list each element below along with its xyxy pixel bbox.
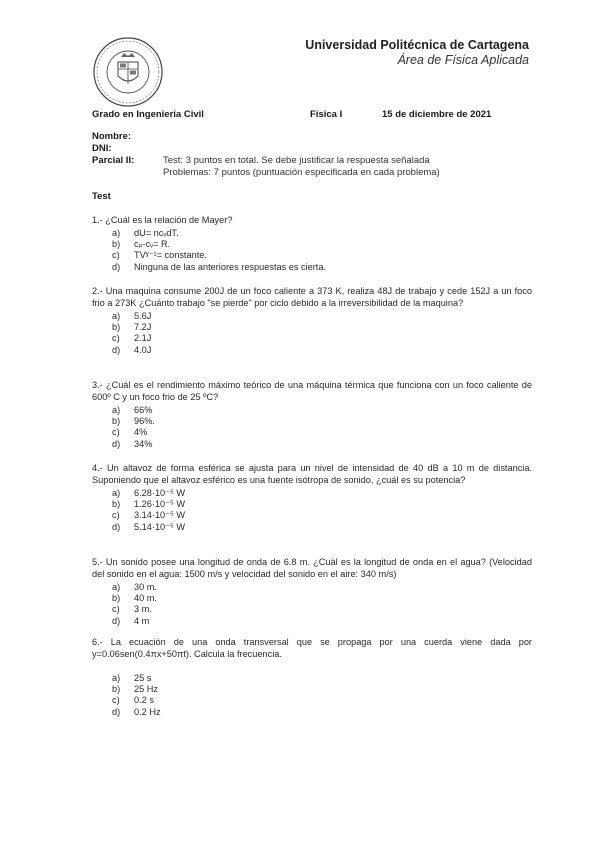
option-list (112, 582, 532, 627)
option-text: 1.26·10⁻⁵ W (134, 499, 186, 510)
option-text: 4.0J (134, 344, 152, 355)
option-letter: a) (112, 582, 121, 592)
option-letter: d) (112, 521, 121, 532)
option-letter: d) (112, 615, 121, 626)
option-letter: b) (112, 593, 121, 604)
university-header (305, 38, 529, 67)
question-6 (92, 636, 532, 718)
option-item (112, 707, 532, 718)
option-letter: b) (112, 499, 121, 510)
option-letter: c) (112, 510, 120, 521)
parcial-test-points: Test: 3 puntos en total. Se debe justificar la respuesta señalada (163, 155, 430, 166)
option-letter: b) (112, 416, 121, 427)
option-letter: d) (112, 261, 121, 272)
option-item (112, 228, 532, 239)
option-text: TVˠ⁻¹= constante. (134, 250, 207, 261)
option-item (112, 593, 532, 604)
option-text: 40 m. (134, 593, 157, 604)
question-1 (92, 214, 532, 273)
option-text: 96%. (134, 416, 155, 427)
option-item (112, 345, 532, 356)
option-item (112, 673, 532, 684)
option-text: 34% (134, 438, 153, 449)
option-list (112, 673, 532, 718)
option-letter: b) (112, 322, 121, 333)
option-item (112, 439, 532, 450)
department-area: Área de Física Aplicada (397, 53, 529, 67)
option-item (112, 405, 532, 416)
question-text: 2.- Una maquina consume 200J de un foco caliente a 373 K, realiza 48J de trabajo y cede 152J a un foco frio a 273K ¿Cuánto trabajo "se pierde" por ciclo debido a la irreversibilidad de la maquina? (92, 286, 532, 308)
option-letter: d) (112, 438, 121, 449)
subject-name: Física I (310, 109, 343, 120)
option-letter: d) (112, 706, 121, 717)
option-item (112, 695, 532, 706)
option-letter: c) (112, 250, 120, 261)
option-item (112, 262, 532, 273)
parcial-label: Parcial II: (92, 155, 135, 166)
option-list (112, 311, 532, 356)
option-letter: c) (112, 695, 120, 706)
name-label: Nombre: (92, 131, 132, 142)
question-4 (92, 462, 532, 533)
question-text: 3.- ¿Cuál es el rendimiento máximo teórico de una máquina térmica que funciona con un foco caliente de 600º C y un foco frio de 25 ºC? (92, 380, 532, 402)
option-text: 25 s (134, 673, 152, 683)
exam-date: 15 de diciembre de 2021 (382, 109, 492, 120)
option-text: 3 m. (134, 604, 152, 615)
option-text: 7.2J (134, 322, 152, 333)
option-text: 25 Hz (134, 684, 159, 695)
option-text: Ninguna de las anteriores respuestas es cierta. (134, 261, 327, 272)
option-letter: a) (112, 228, 121, 238)
section-title: Test (92, 191, 111, 202)
question-text: 1.- ¿Cuál es la relación de Mayer? (92, 215, 233, 225)
option-text: 3.14·10⁻⁵ W (134, 510, 186, 521)
question-text: 4.- Un altavoz de forma esférica se ajusta para un nivel de intensidad de 40 dB a 10 m de distancia. Suponiendo que el altavoz esférico es una fuente isótropa de sonido, ¿cuál es su potencia? (92, 463, 532, 485)
option-item (112, 604, 532, 615)
option-text: 0.2 s (134, 695, 154, 706)
option-item (112, 684, 532, 695)
option-item (112, 322, 532, 333)
question-3 (92, 379, 532, 450)
option-text: 2.1J (134, 333, 152, 344)
option-item (112, 510, 532, 521)
option-text: 66% (134, 405, 153, 415)
option-letter: a) (112, 673, 121, 683)
option-letter: c) (112, 427, 120, 438)
option-letter: b) (112, 684, 121, 695)
option-item (112, 499, 532, 510)
university-seal-logo (92, 36, 164, 108)
option-text: dU= ncᵥdT. (134, 228, 179, 238)
option-item (112, 427, 532, 438)
option-item (112, 250, 532, 261)
question-2 (92, 285, 532, 356)
option-text: 4% (134, 427, 148, 438)
degree-name: Grado en Ingeniería Civil (92, 109, 204, 120)
option-letter: c) (112, 604, 120, 615)
parcial-description (163, 155, 440, 179)
option-item (112, 239, 532, 250)
option-text: 30 m. (134, 582, 157, 592)
option-item (112, 522, 532, 533)
university-name: Universidad Politécnica de Cartagena (305, 38, 529, 52)
option-text: 5.6J (134, 311, 152, 321)
option-text: cₚ-cᵥ= R. (134, 239, 171, 250)
question-text: 5.- Un sonido posee una longitud de onda de 6.8 m. ¿Cuál es la longitud de onda en el agua? (Velocidad del sonido en el agua: 1500 m/s y velocidad del sonido en el aire: 340 m/s) (92, 557, 532, 579)
dni-label: DNI: (92, 143, 112, 154)
option-item (112, 616, 532, 627)
option-text: 6.28·10⁻⁵ W (134, 488, 186, 498)
option-text: 4 m (134, 615, 150, 626)
option-item (112, 416, 532, 427)
option-letter: b) (112, 239, 121, 250)
option-list (112, 488, 532, 533)
question-5 (92, 556, 532, 627)
option-text: 5.14·10⁻⁵ W (134, 521, 186, 532)
option-text: 0.2 Hz (134, 706, 161, 717)
option-list (112, 405, 532, 450)
option-letter: a) (112, 405, 121, 415)
option-item (112, 333, 532, 344)
question-text: 6.- La ecuación de una onda transversal que se propaga por una cuerda viene dada por y=0.06sen(0.4πx+50πt). Calcula la frecuencia. (92, 637, 532, 659)
option-item (112, 582, 532, 593)
parcial-problem-points: Problemas: 7 puntos (puntuación especificada en cada problema) (163, 167, 440, 178)
option-letter: a) (112, 311, 121, 321)
option-item (112, 311, 532, 322)
option-letter: c) (112, 333, 120, 344)
option-list (112, 228, 532, 273)
option-letter: a) (112, 488, 121, 498)
option-item (112, 488, 532, 499)
option-letter: d) (112, 344, 121, 355)
